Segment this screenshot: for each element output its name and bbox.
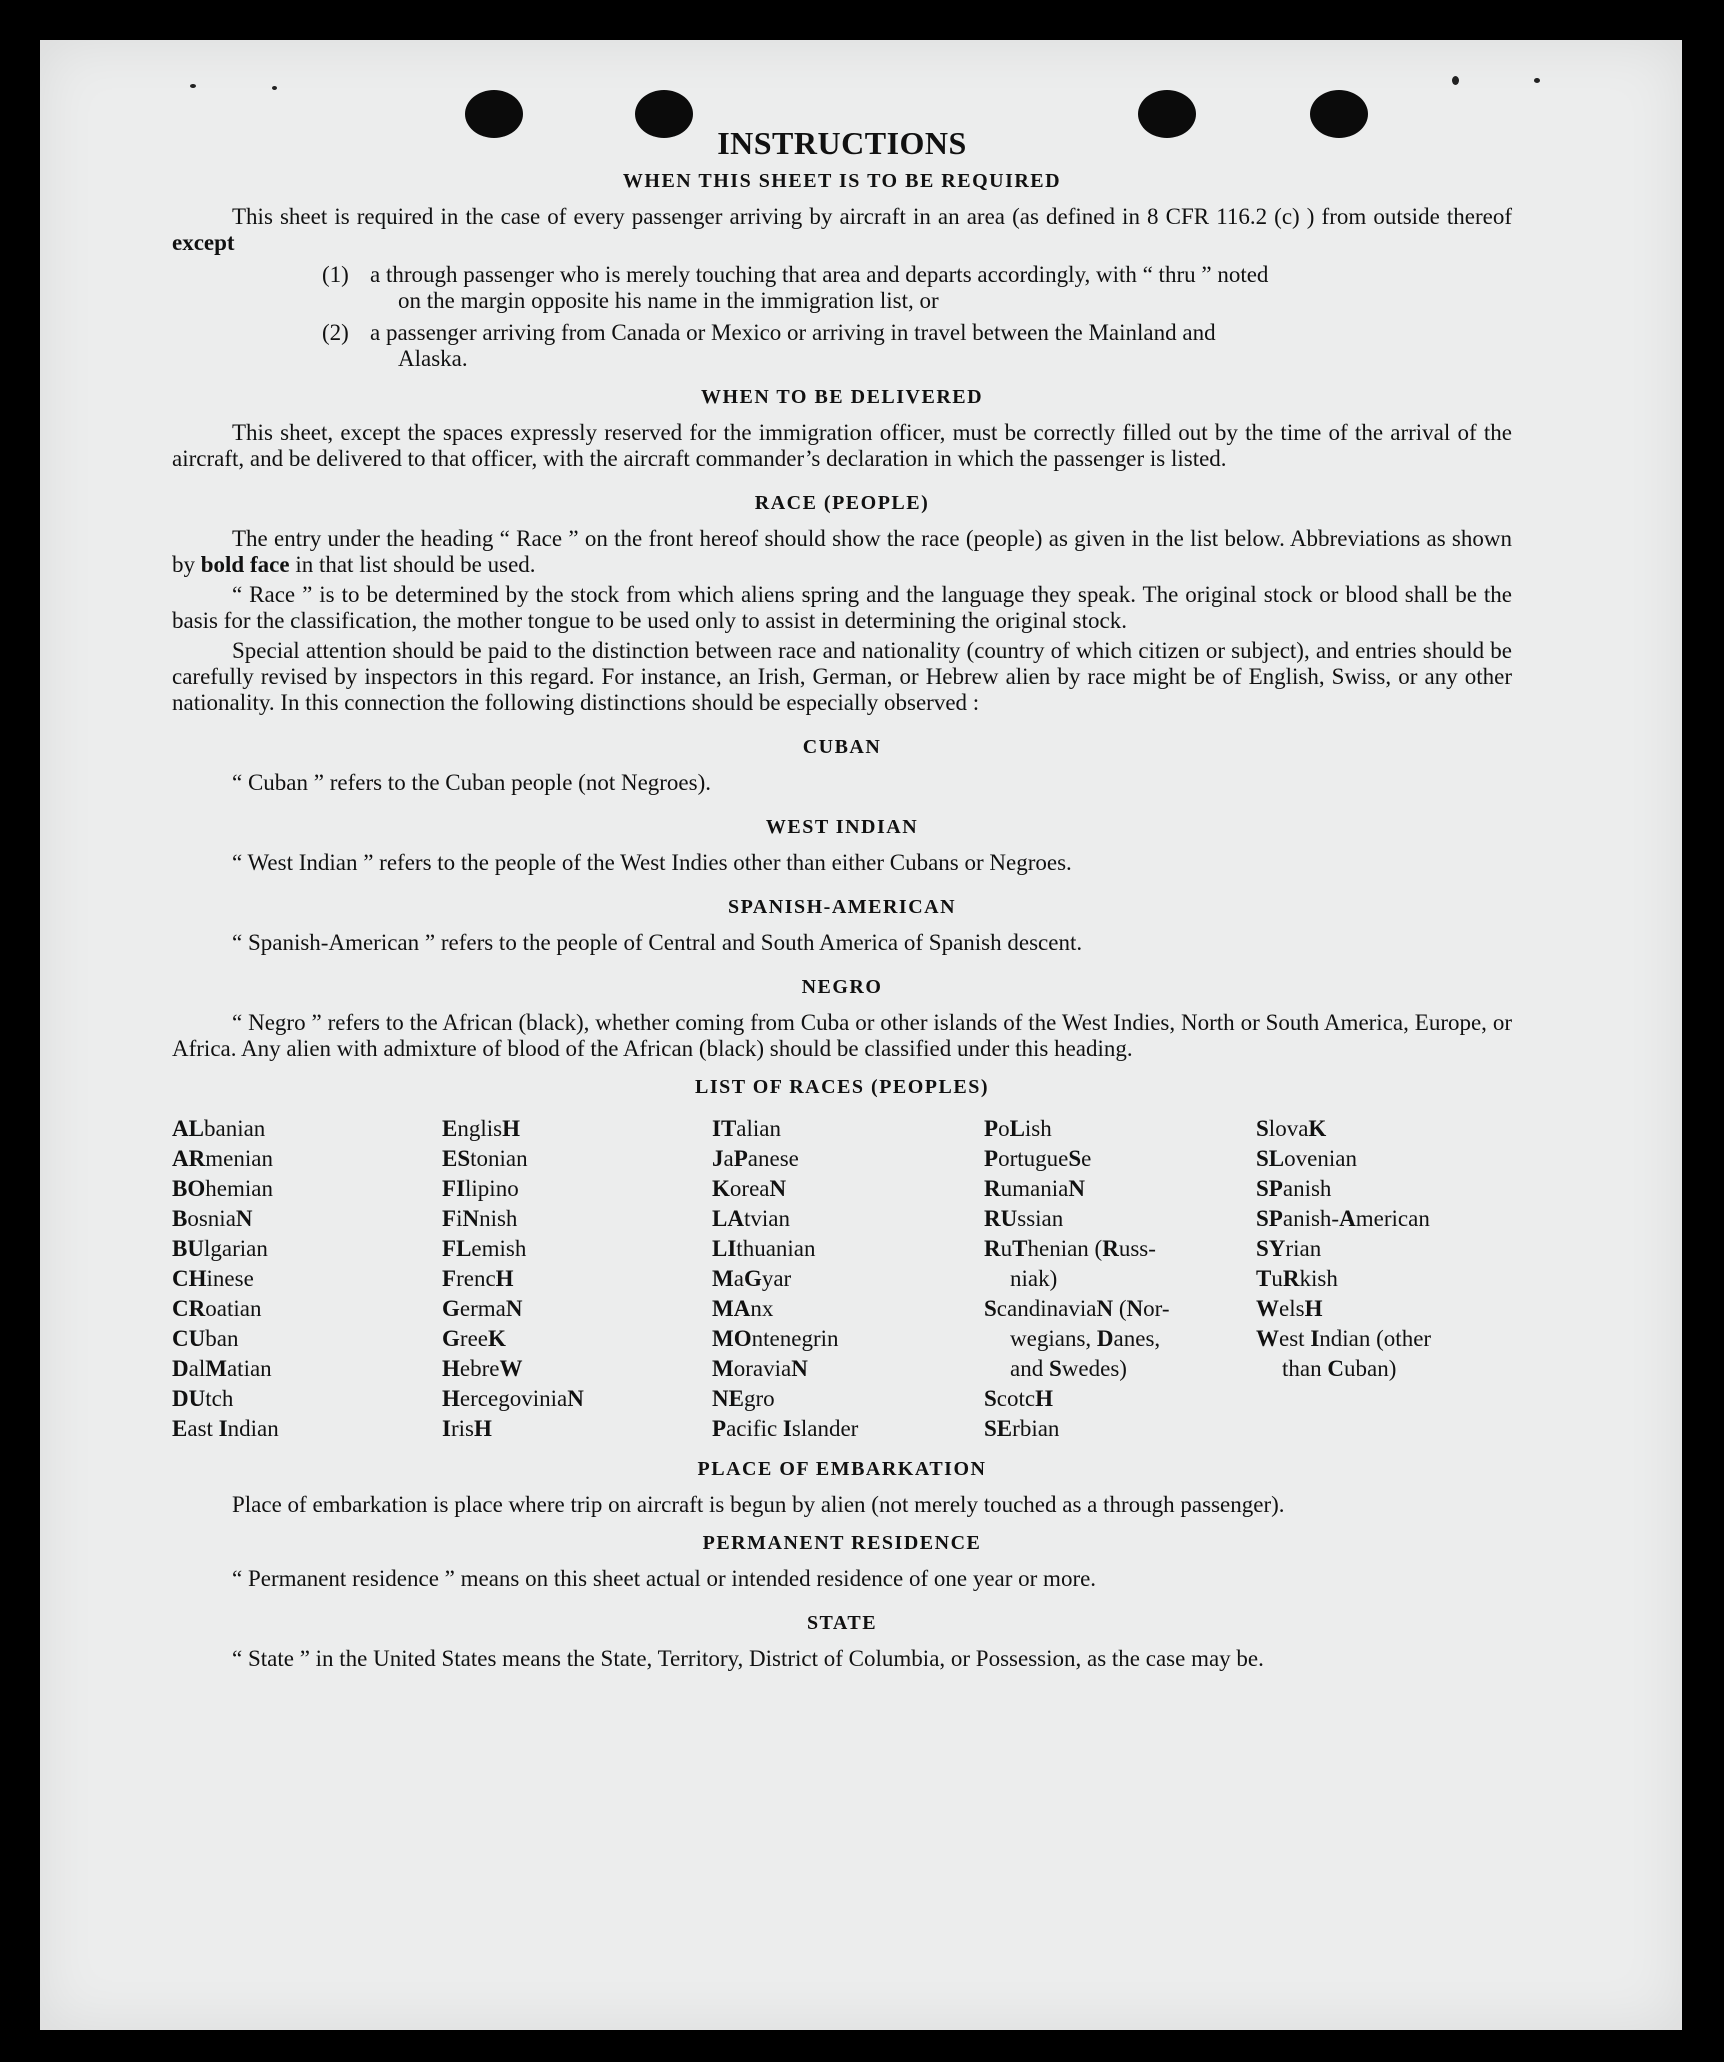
race-entry: DUtch: [172, 1386, 234, 1411]
speck: [190, 84, 196, 88]
race-entry: CRoatian: [172, 1296, 262, 1321]
race-entry: RUssian: [984, 1206, 1064, 1231]
race-entry: PortugueSe: [984, 1146, 1092, 1171]
west-indian-text: “ West Indian ” refers to the people of the West Indies other than either Cubans or Negroes.: [232, 850, 1072, 875]
race-entry: RumaniaN: [984, 1176, 1085, 1201]
races-column-1: [172, 1114, 442, 1444]
race-entry: FiNnish: [442, 1206, 518, 1231]
heading-state: STATE: [806, 1612, 878, 1634]
race-entry: Pacific Islander: [712, 1416, 859, 1441]
race-entry: BosniaN: [172, 1206, 253, 1231]
speck: [272, 86, 277, 90]
race-entry: MaGyar: [712, 1266, 792, 1291]
heading-west-indian: WEST INDIAN: [765, 816, 919, 838]
speck: [1452, 76, 1459, 85]
heading-cuban: CUBAN: [802, 736, 882, 758]
speck: [1534, 78, 1540, 83]
races-column-4: [984, 1114, 1256, 1444]
race-entry: ScandinaviaN (Nor-: [984, 1296, 1170, 1321]
permanent-residence-text: “ Permanent residence ” means on this sheet actual or intended residence of one year or more.: [232, 1566, 1097, 1591]
exception-item-2: (2) a passenger arriving from Canada or Mexico or arriving in travel between the Mainland and Alaska.: [322, 320, 1216, 371]
race-entry: ScotcH: [984, 1386, 1054, 1411]
race-entry: ARmenian: [172, 1146, 273, 1171]
race-entry: East Indian: [172, 1416, 279, 1441]
race-entry-continued: wegians, Danes,: [1010, 1326, 1161, 1351]
race-entry: HebreW: [442, 1356, 523, 1381]
race-entry-continued: niak): [1010, 1266, 1058, 1291]
exception-item-1: (1) a through passenger who is merely touching that area and departs accordingly, with “ thru ” noted on the margin opposite his name in the immigration list, or: [322, 262, 1269, 313]
race-entry: TuRkish: [1256, 1266, 1338, 1291]
race-entry: FIlipino: [442, 1176, 519, 1201]
race-entry: CHinese: [172, 1266, 254, 1291]
race-entry: FrencH: [442, 1266, 514, 1291]
race-entry: MAnx: [712, 1296, 774, 1321]
races-column-2: [442, 1114, 712, 1444]
race-entry: FLemish: [442, 1236, 527, 1261]
state-text: “ State ” in the United States means the State, Territory, District of Columbia, or Possession, as the case may be.: [232, 1646, 1264, 1671]
when-required-intro: This sheet is required in the case of every passenger arriving by aircraft in an area (as defined in 8 CFR 116.2 (c) ) from outside thereof except: [172, 204, 1512, 255]
race-entry: KoreaN: [712, 1176, 787, 1201]
page-title: INSTRUCTIONS: [717, 125, 967, 161]
race-entry: LIthuanian: [712, 1236, 816, 1261]
race-entry-continued: than Cuban): [1282, 1356, 1397, 1381]
race-entry: GreeK: [442, 1326, 506, 1351]
race-entry: DalMatian: [172, 1356, 272, 1381]
heading-permanent-residence: PERMANENT RESIDENCE: [702, 1532, 982, 1554]
race-entry: MOntenegrin: [712, 1326, 839, 1351]
embarkation-text: Place of embarkation is place where trip on aircraft is begun by alien (not merely touched as a through passenger).: [232, 1492, 1285, 1517]
race-entry: CUban: [172, 1326, 239, 1351]
race-entry: West Indian (other: [1256, 1326, 1432, 1351]
negro-text: “ Negro ” refers to the African (black), whether coming from Cuba or other islands of the West Indies, North or South America, Europe, or Africa. Any alien with admixture of blood of the African (black) should be classified under this heading.: [172, 1010, 1512, 1061]
heading-race: RACE (PEOPLE): [754, 492, 930, 514]
race-entry: EStonian: [442, 1146, 528, 1171]
race-entry: BOhemian: [172, 1176, 273, 1201]
race-entry: EnglisH: [442, 1116, 520, 1141]
race-entry: WelsH: [1256, 1296, 1323, 1321]
race-entry-continued: and Swedes): [1010, 1356, 1127, 1381]
race-entry: IrisH: [442, 1416, 492, 1441]
instructions-content: [172, 125, 1512, 1676]
race-entry: RuThenian (Russ-: [984, 1236, 1156, 1261]
spanish-american-text: “ Spanish-American ” refers to the people of Central and South America of Spanish descent.: [232, 930, 1083, 955]
race-entry: LAtvian: [712, 1206, 790, 1231]
heading-embarkation: PLACE OF EMBARKATION: [697, 1458, 987, 1480]
cuban-text: “ Cuban ” refers to the Cuban people (not Negroes).: [232, 770, 712, 795]
race-entry: SLovenian: [1256, 1146, 1357, 1171]
race-entry: MoraviaN: [712, 1356, 808, 1381]
race-paragraph-2: “ Race ” is to be determined by the stock from which aliens spring and the language they speak. The original stock or blood shall be the basis for the classification, the mother tongue to be used only to assist in determining the original stock.: [172, 582, 1512, 633]
races-column-3: [712, 1114, 984, 1444]
heading-negro: NEGRO: [801, 976, 883, 998]
race-entry: SPanish-American: [1256, 1206, 1430, 1231]
race-entry: BUlgarian: [172, 1236, 268, 1261]
race-paragraph-3: Special attention should be paid to the distinction between race and nationality (country of which citizen or subject), and entries should be carefully revised by inspectors in this regard. For instance, an Irish, German, or Hebrew alien by race might be of English, Swiss, or any other nationality. In this connection the following distinctions should be especially observed :: [172, 638, 1512, 715]
race-entry: SlovaK: [1256, 1116, 1327, 1141]
race-paragraph-1: The entry under the heading “ Race ” on the front hereof should show the race (people) as given in the list below. Abbreviations as shown by bold face in that list should be used.: [172, 526, 1512, 577]
race-entry: ITalian: [712, 1116, 782, 1141]
race-entry: HercegoviniaN: [442, 1386, 584, 1411]
race-entry: NEgro: [712, 1386, 775, 1411]
heading-when-delivered: WHEN TO BE DELIVERED: [700, 386, 984, 408]
heading-when-required: WHEN THIS SHEET IS TO BE REQUIRED: [622, 170, 1062, 192]
race-entry: SErbian: [984, 1416, 1060, 1441]
race-entry: SPanish: [1256, 1176, 1332, 1201]
race-entry: ALbanian: [172, 1116, 266, 1141]
race-entry: SYrian: [1256, 1236, 1322, 1261]
races-column-5: [1256, 1114, 1512, 1444]
races-list: [172, 1114, 1512, 1444]
race-entry: PoLish: [984, 1116, 1052, 1141]
when-delivered-text: This sheet, except the spaces expressly reserved for the immigration officer, must be correctly filled out by the time of the arrival of the aircraft, and be delivered to that officer, with the aircraft commander’s declaration in which the passenger is listed.: [172, 420, 1512, 471]
heading-list-of-races: LIST OF RACES (PEOPLES): [694, 1076, 989, 1098]
race-entry: JaPanese: [712, 1146, 799, 1171]
race-entry: GermaN: [442, 1296, 523, 1321]
heading-spanish-american: SPANISH-AMERICAN: [727, 896, 957, 918]
